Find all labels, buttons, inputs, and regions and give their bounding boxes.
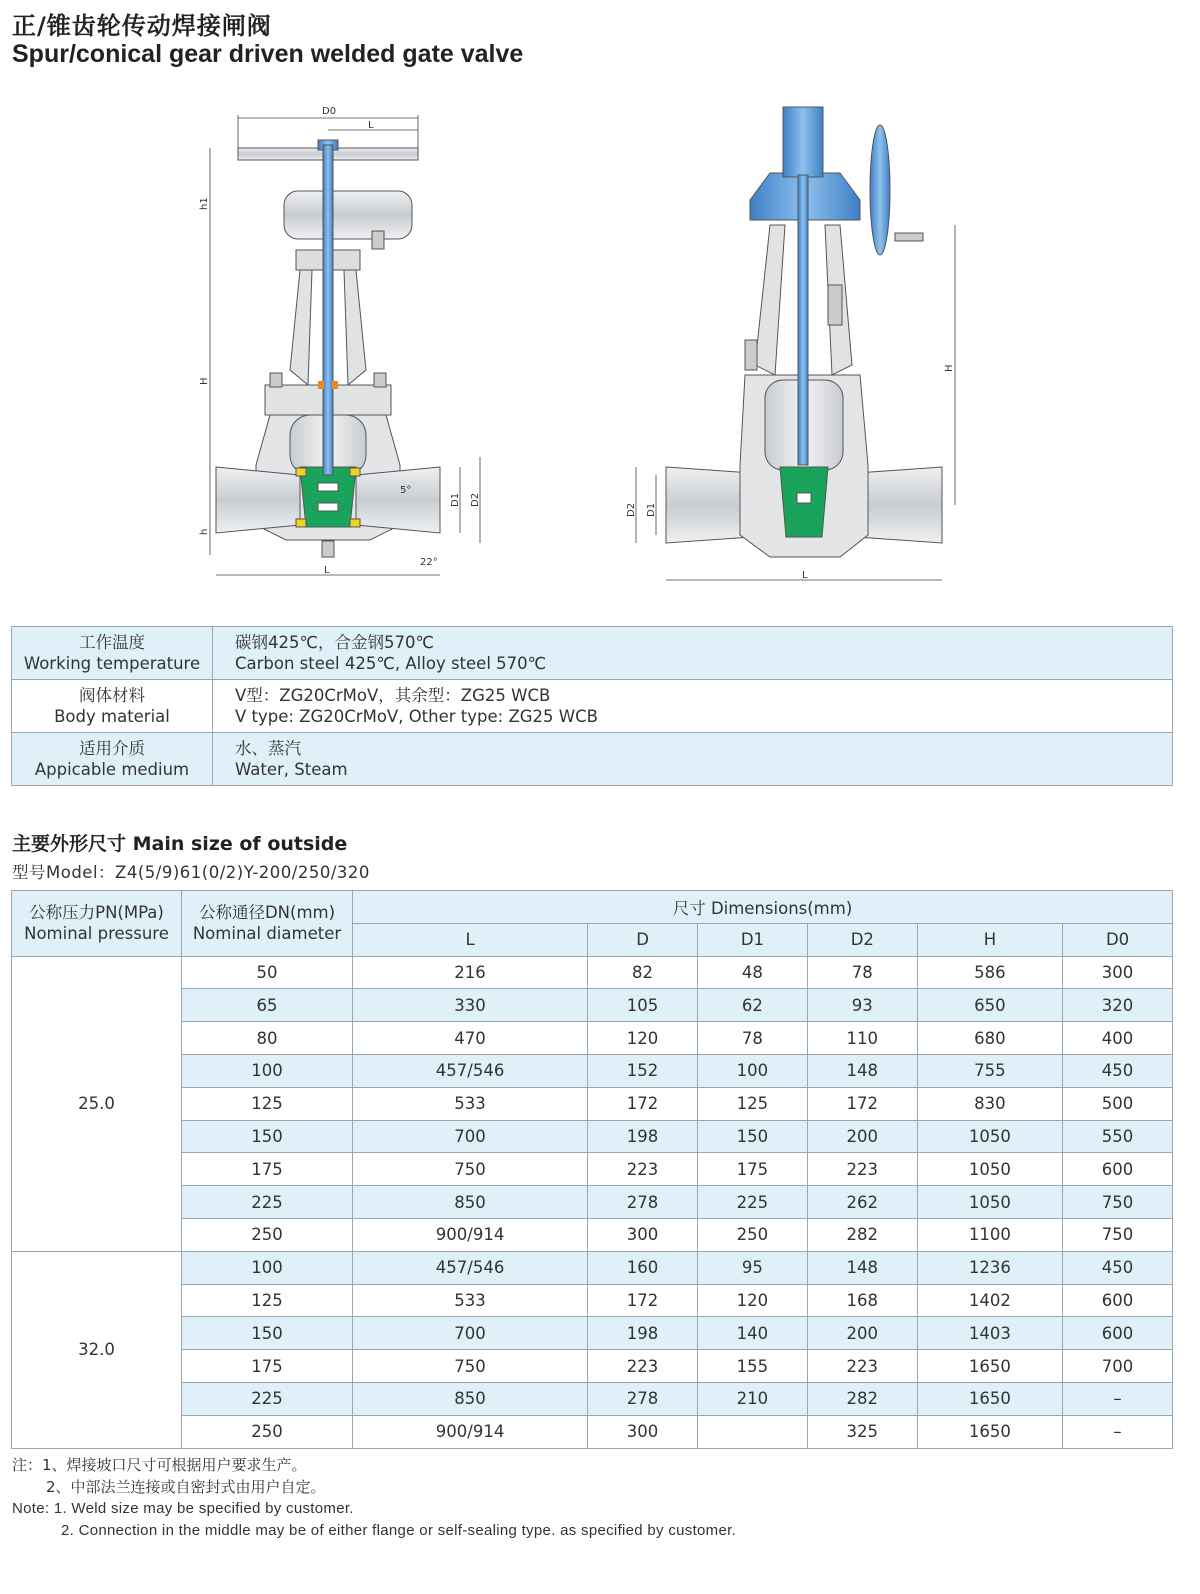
header-dn-en: Nominal diameter (192, 924, 342, 944)
dimension-cell: 148 (807, 1054, 917, 1087)
dimension-cell: 125 (697, 1087, 807, 1120)
left-label-d0: D0 (322, 106, 337, 117)
diameter-cell: 150 (182, 1120, 353, 1153)
column-header-h: H (917, 923, 1062, 956)
left-label-angle-5: 5° (400, 485, 412, 496)
dimension-cell: 100 (697, 1054, 807, 1087)
dimension-cell: 168 (807, 1284, 917, 1317)
spec-table (11, 626, 1173, 786)
diameter-cell: 65 (182, 989, 353, 1022)
table-row (12, 1382, 1173, 1415)
right-label-d2: D2 (626, 502, 637, 517)
spec-value-en: V type: ZG20CrMoV, Other type: ZG25 WCB (235, 707, 598, 726)
dimension-cell: 586 (917, 956, 1062, 989)
right-valve-drawing (666, 107, 942, 557)
dimension-cell: 200 (807, 1120, 917, 1153)
dimension-cell: 278 (588, 1382, 698, 1415)
dimension-cell: 755 (917, 1054, 1062, 1087)
pressure-cell: 32.0 (12, 1251, 182, 1448)
dimension-cell: 172 (807, 1087, 917, 1120)
table-row (12, 1350, 1173, 1383)
dimension-cell: 160 (588, 1251, 698, 1284)
dimension-cell: 120 (588, 1022, 698, 1055)
dimension-cell: 400 (1063, 1022, 1173, 1055)
dimension-cell: 200 (807, 1317, 917, 1350)
dimension-cell: 1236 (917, 1251, 1062, 1284)
table-row (12, 1251, 1173, 1284)
dimension-cell: 95 (697, 1251, 807, 1284)
diameter-cell: 100 (182, 1054, 353, 1087)
right-label-l-bottom: L (802, 570, 808, 581)
header-pn-cn: 公称压力PN(MPa) (29, 903, 164, 923)
dimension-cell: 325 (807, 1415, 917, 1448)
dimension-cell: 175 (697, 1153, 807, 1186)
header-nominal-pressure (12, 891, 182, 957)
dimension-cell: 850 (353, 1186, 588, 1219)
dimension-cell: 172 (588, 1087, 698, 1120)
spec-label-cn: 阀体材料 (79, 686, 145, 705)
dimension-cell: 550 (1063, 1120, 1173, 1153)
header-pn-en: Nominal pressure (24, 924, 169, 944)
dimension-cell: 600 (1063, 1153, 1173, 1186)
diameter-cell: 225 (182, 1186, 353, 1219)
dimension-cell: 700 (1063, 1350, 1173, 1383)
dimension-cell: 110 (807, 1022, 917, 1055)
dimension-cell (697, 1415, 807, 1448)
dimension-cell: 850 (353, 1382, 588, 1415)
left-label-h: H (199, 377, 210, 385)
diameter-cell: 175 (182, 1350, 353, 1383)
left-label-d2: D2 (470, 492, 481, 507)
dimension-cell: 600 (1063, 1284, 1173, 1317)
diameter-cell: 175 (182, 1153, 353, 1186)
dimension-cell: – (1063, 1415, 1173, 1448)
dimension-cell: 320 (1063, 989, 1173, 1022)
dimension-cell: 223 (807, 1153, 917, 1186)
dimension-cell: 533 (353, 1087, 588, 1120)
model-line: 型号Model：Z4(5/9)61(0/2)Y-200/250/320 (12, 863, 370, 882)
dimension-cell: 223 (588, 1153, 698, 1186)
left-label-d1: D1 (450, 492, 461, 507)
dimension-cell: 120 (697, 1284, 807, 1317)
dimension-cell: 78 (697, 1022, 807, 1055)
spec-value (213, 627, 1173, 680)
note-en-1: Note: 1. Weld size may be specified by customer. (12, 1500, 354, 1517)
table-row (12, 1054, 1173, 1087)
table-row (12, 1022, 1173, 1055)
diameter-cell: 150 (182, 1317, 353, 1350)
spec-label (12, 627, 213, 680)
dimension-cell: 470 (353, 1022, 588, 1055)
dimension-cell: 282 (807, 1218, 917, 1251)
diameter-cell: 250 (182, 1415, 353, 1448)
dimension-cell: 216 (353, 956, 588, 989)
header-dn-cn: 公称通径DN(mm) (198, 903, 336, 923)
dimension-cell: 1650 (917, 1382, 1062, 1415)
left-label-l-top: L (368, 120, 374, 131)
dimension-cell: 250 (697, 1218, 807, 1251)
dimension-cell: 152 (588, 1054, 698, 1087)
dimension-cell: 1050 (917, 1120, 1062, 1153)
diameter-cell: 100 (182, 1251, 353, 1284)
spec-row (12, 627, 1173, 680)
dimension-cell: 223 (807, 1350, 917, 1383)
dimension-cell: 262 (807, 1186, 917, 1219)
dimension-cell: 650 (917, 989, 1062, 1022)
spec-value-cn: V型：ZG20CrMoV，其余型：ZG25 WCB (235, 686, 551, 705)
dimension-cell: 457/546 (353, 1054, 588, 1087)
dimension-cell: – (1063, 1382, 1173, 1415)
spec-value-cn: 水、蒸汽 (235, 739, 301, 758)
spec-label (12, 680, 213, 733)
spec-label-en: Body material (54, 707, 170, 726)
pressure-cell: 25.0 (12, 956, 182, 1251)
section-title: 主要外形尺寸 Main size of outside (12, 833, 348, 855)
dimension-cell: 680 (917, 1022, 1062, 1055)
dimension-cell: 750 (1063, 1186, 1173, 1219)
spec-row (12, 680, 1173, 733)
dimension-cell: 330 (353, 989, 588, 1022)
left-label-h1: h1 (199, 197, 210, 210)
diameter-cell: 125 (182, 1284, 353, 1317)
dimension-cell: 210 (697, 1382, 807, 1415)
note-cn-1: 注：1、焊接坡口尺寸可根据用户要求生产。 (12, 1456, 307, 1474)
table-row (12, 989, 1173, 1022)
left-label-l-bottom: L (324, 565, 330, 576)
dimension-cell: 225 (697, 1186, 807, 1219)
spec-value-en: Water, Steam (235, 760, 348, 779)
spec-label-cn: 适用介质 (79, 739, 145, 758)
spec-value-cn: 碳钢425℃，合金钢570℃ (235, 633, 435, 652)
dimension-cell: 105 (588, 989, 698, 1022)
spec-label-cn: 工作温度 (79, 633, 145, 652)
dimension-cell: 1650 (917, 1350, 1062, 1383)
dimension-cell: 1050 (917, 1153, 1062, 1186)
diameter-cell: 225 (182, 1382, 353, 1415)
spec-row (12, 733, 1173, 786)
table-row (12, 1317, 1173, 1350)
left-label-angle-22: 22° (420, 557, 438, 568)
dimension-cell: 1050 (917, 1186, 1062, 1219)
spec-value-en: Carbon steel 425℃, Alloy steel 570℃ (235, 654, 547, 673)
dimension-cell: 750 (353, 1350, 588, 1383)
diameter-cell: 50 (182, 956, 353, 989)
left-label-h-small: h (199, 528, 210, 535)
diameter-cell: 125 (182, 1087, 353, 1120)
dimension-cell: 500 (1063, 1087, 1173, 1120)
dimension-cell: 600 (1063, 1317, 1173, 1350)
dimension-cell: 457/546 (353, 1251, 588, 1284)
column-header-d0: D0 (1063, 923, 1173, 956)
dimension-cell: 750 (1063, 1218, 1173, 1251)
dimension-cell: 48 (697, 956, 807, 989)
diameter-cell: 80 (182, 1022, 353, 1055)
header-nominal-diameter (182, 891, 353, 957)
dimension-cell: 150 (697, 1120, 807, 1153)
spec-label-en: Appicable medium (34, 760, 190, 779)
dimension-cell: 533 (353, 1284, 588, 1317)
dimension-cell: 62 (697, 989, 807, 1022)
spec-label (12, 733, 213, 786)
dimension-cell: 1402 (917, 1284, 1062, 1317)
page-title-cn: 正/锥齿轮传动焊接闸阀 (12, 12, 272, 40)
dimension-cell: 830 (917, 1087, 1062, 1120)
diameter-cell: 250 (182, 1218, 353, 1251)
dimension-cell: 900/914 (353, 1218, 588, 1251)
dimension-cell: 900/914 (353, 1415, 588, 1448)
dimension-cell: 78 (807, 956, 917, 989)
dimension-cell: 750 (353, 1153, 588, 1186)
table-row (12, 956, 1173, 989)
spec-value (213, 733, 1173, 786)
dimension-cell: 1403 (917, 1317, 1062, 1350)
dimension-cell: 300 (588, 1415, 698, 1448)
dimension-cell: 93 (807, 989, 917, 1022)
right-label-d1: D1 (646, 502, 657, 517)
table-row (12, 1087, 1173, 1120)
table-row (12, 1120, 1173, 1153)
notes (12, 1455, 736, 1541)
dimension-cell: 700 (353, 1120, 588, 1153)
spec-value (213, 680, 1173, 733)
table-row (12, 1415, 1173, 1448)
column-header-d1: D1 (697, 923, 807, 956)
column-header-l: L (353, 923, 588, 956)
dimension-cell: 223 (588, 1350, 698, 1383)
dimension-cell: 1650 (917, 1415, 1062, 1448)
dimension-cell: 1100 (917, 1218, 1062, 1251)
dimension-cell: 198 (588, 1120, 698, 1153)
table-row (12, 1186, 1173, 1219)
dimension-cell: 278 (588, 1186, 698, 1219)
spec-label-en: Working temperature (23, 654, 201, 673)
dimension-cell: 82 (588, 956, 698, 989)
dimensions-table (11, 890, 1173, 1449)
note-en-2: 2. Connection in the middle may be of either flange or self-sealing type. as specified by customer. (61, 1521, 737, 1539)
dimension-cell: 700 (353, 1317, 588, 1350)
dimension-cell: 450 (1063, 1251, 1173, 1284)
header-dimensions: 尺寸 Dimensions(mm) (353, 891, 1173, 924)
right-label-h: H (944, 364, 955, 372)
dimension-cell: 300 (1063, 956, 1173, 989)
column-header-d2: D2 (807, 923, 917, 956)
page-title-en: Spur/conical gear driven welded gate valve (12, 40, 524, 68)
valve-drawings (0, 95, 1200, 605)
table-row (12, 1218, 1173, 1251)
dimension-cell: 148 (807, 1251, 917, 1284)
table-row (12, 1284, 1173, 1317)
column-header-d: D (588, 923, 698, 956)
dimension-cell: 300 (588, 1218, 698, 1251)
dimension-cell: 450 (1063, 1054, 1173, 1087)
dimension-cell: 140 (697, 1317, 807, 1350)
dimension-cell: 155 (697, 1350, 807, 1383)
dimension-cell: 172 (588, 1284, 698, 1317)
table-row (12, 1153, 1173, 1186)
dimension-cell: 282 (807, 1382, 917, 1415)
dimension-cell: 198 (588, 1317, 698, 1350)
note-cn-2: 2、中部法兰连接或自密封式由用户自定。 (46, 1477, 326, 1496)
